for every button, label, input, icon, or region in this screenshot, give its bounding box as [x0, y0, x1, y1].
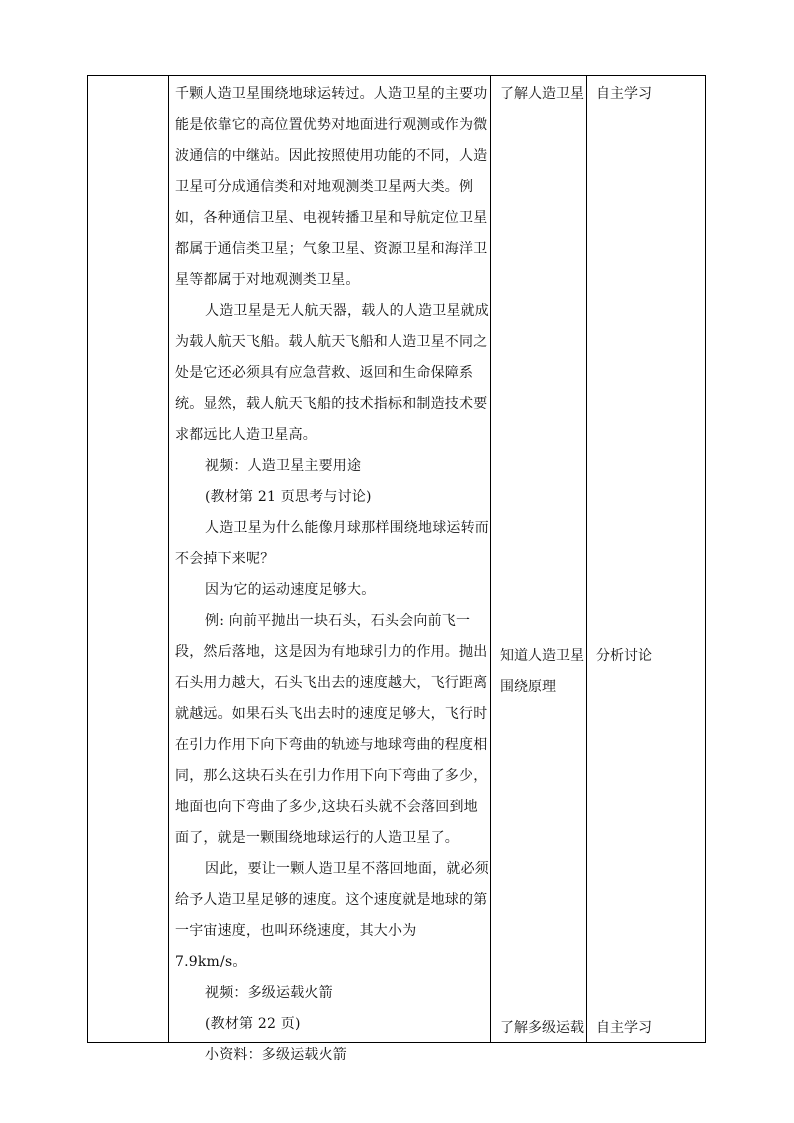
method-cell: 自主学习 — [596, 1020, 652, 1036]
paragraph: 人造卫星为什么能像月球那样围绕地球运转而不会掉下来呢？ — [175, 520, 489, 567]
column-divider — [586, 76, 587, 1042]
method-cell: 分析讨论 — [596, 648, 652, 664]
paragraph: 例: 向前平抛出一块石头，石头会向前飞一段，然后落地，这是因为有地球引力的作用。抛出石头用力越大，石头飞出去的速度越大，飞行距离就越远。如果石头飞出去时的速度足够大，飞行时在引力作用下向下弯曲的轨迹与地球弯曲的程度相同，那么这块石头在引力作用下向下弯曲了多少，地面也向下弯曲了多少,这块石头就不会落回到地面了，就是一颗围绕地球运行的人造卫星了。 — [175, 613, 488, 846]
column-divider — [168, 76, 169, 1042]
paragraph: 因为它的运动速度足够大。 — [205, 582, 376, 598]
paragraph: (教材第 21 页思考与讨论) — [205, 489, 372, 505]
goal-cell: 了解多级运载 — [500, 1020, 584, 1036]
teaching-content — [175, 79, 491, 1071]
paragraph: 千颗人造卫星围绕地球运转过。人造卫星的主要功能是依靠它的高位置优势对地面进行观测或作为微波通信的中继站。因此按照使用功能的不同，人造卫星可分成通信类和对地观测类卫星两大类。例如，各种通信卫星、电视转播卫星和导航定位卫星都属于通信类卫星；气象卫星、资源卫星和海洋卫星等都属于对地观测类卫星。 — [175, 86, 488, 288]
paragraph: 因此，要让一颗人造卫星不落回地面，就必须给予人造卫星足够的速度。这个速度就是地球的第一宇宙速度，也叫环绕速度，其大小为 7.9km/s。 — [175, 861, 489, 970]
paragraph: 视频：多级运载火箭 — [205, 985, 333, 1001]
method-cell: 自主学习 — [596, 86, 652, 102]
goal-cell: 了解人造卫星 — [500, 86, 584, 102]
lesson-table — [87, 75, 706, 1063]
paragraph: 人造卫星是无人航天器，载人的人造卫星就成为载人航天飞船。载人航天飞船和人造卫星不同之处是它还必须具有应急营救、返回和生命保障系统。显然，载人航天飞船的技术指标和制造技术要求都远比人造卫星高。 — [175, 303, 489, 443]
paragraph: 视频：人造卫星主要用途 — [205, 458, 362, 474]
paragraph: 小资料：多级运载火箭 — [205, 1047, 347, 1063]
goal-cell: 知道人造卫星围绕原理 — [500, 648, 584, 695]
paragraph: (教材第 22 页) — [205, 1016, 301, 1032]
